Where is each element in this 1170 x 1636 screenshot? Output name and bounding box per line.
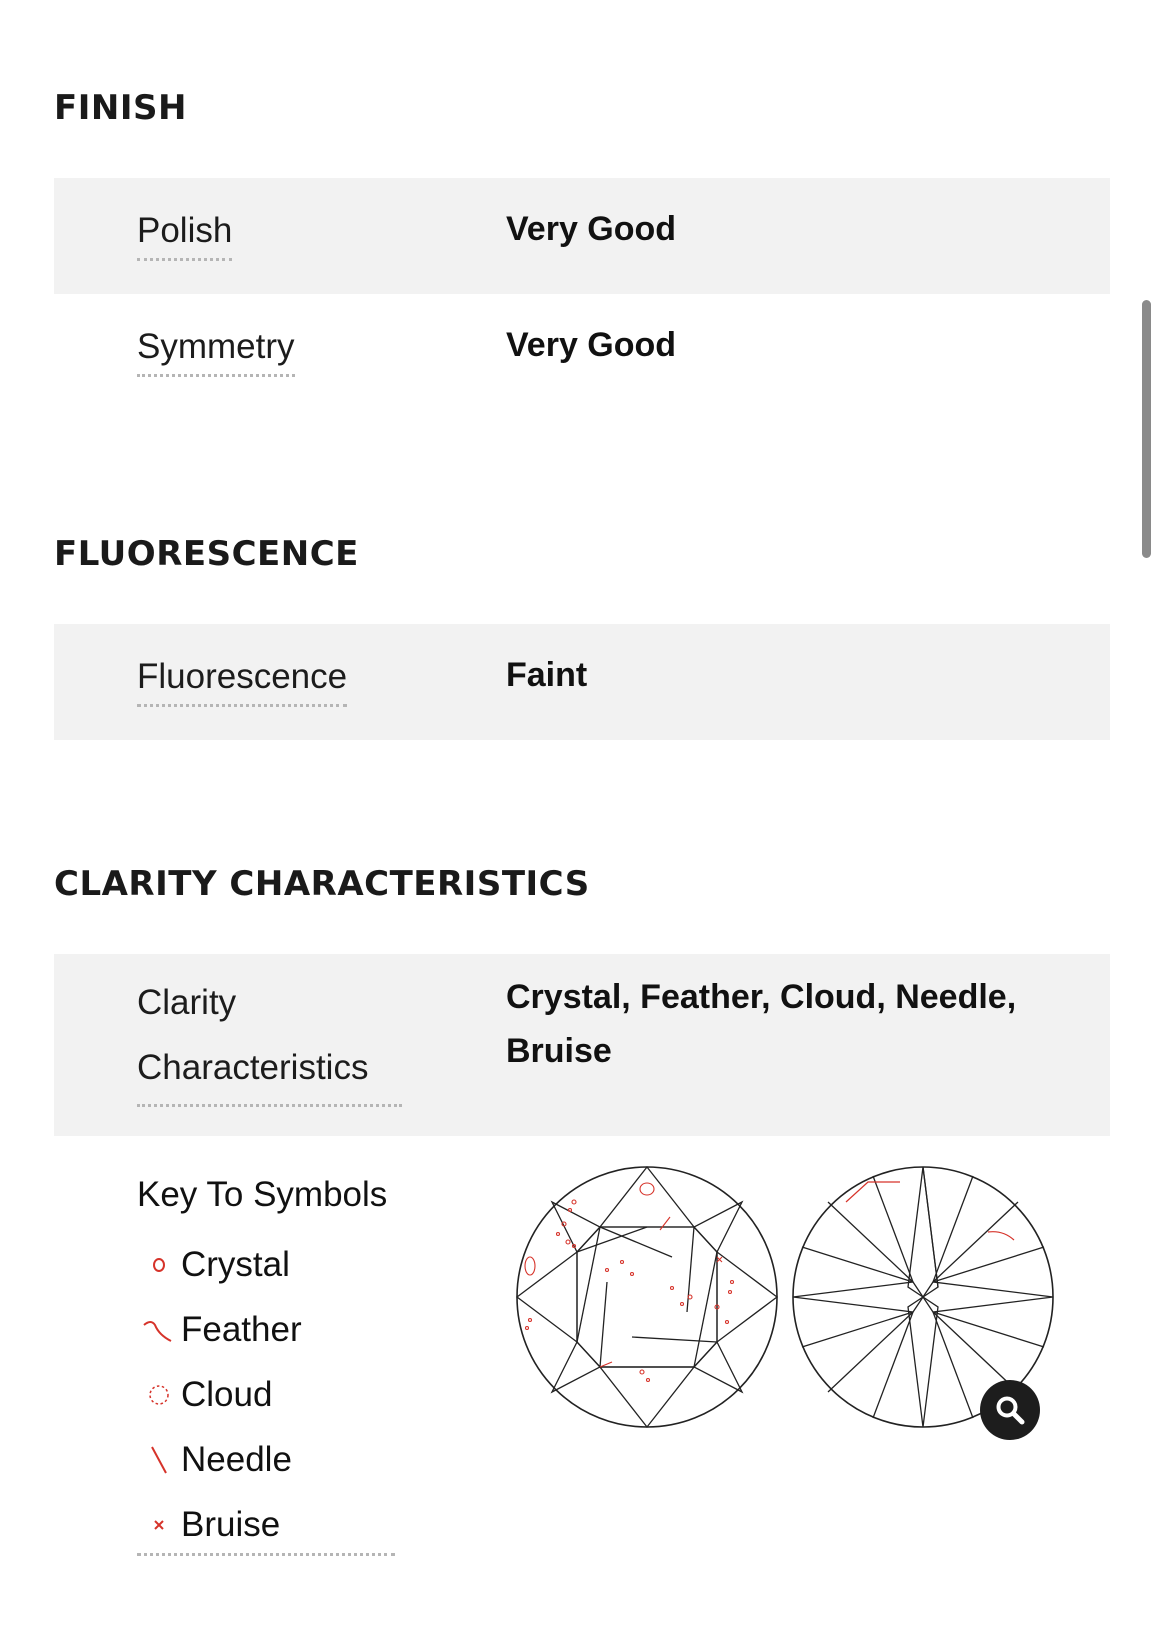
key-label-bruise: Bruise — [181, 1504, 281, 1544]
key-label-feather: Feather — [181, 1309, 302, 1349]
key-to-symbols — [137, 1170, 395, 1557]
symmetry-row — [54, 294, 1110, 410]
key-item-cloud — [137, 1362, 395, 1427]
symmetry-value: Very Good — [506, 326, 677, 364]
key-label-needle: Needle — [181, 1439, 292, 1479]
zoom-button[interactable] — [980, 1380, 1040, 1440]
key-item-bruise — [137, 1492, 395, 1557]
fluorescence-heading: FLUORESCENCE — [54, 534, 359, 574]
fluorescence-row — [54, 624, 1110, 740]
clarity-row — [54, 954, 1110, 1136]
clarity-value-line2: Bruise — [506, 1032, 612, 1070]
key-item-feather — [137, 1297, 395, 1362]
bruise-icon — [137, 1517, 181, 1533]
clarity-value-line1: Crystal, Feather, Cloud, Needle, — [506, 978, 1017, 1016]
symmetry-label[interactable]: Symmetry — [137, 324, 295, 377]
clarity-label-line1: Clarity — [137, 983, 237, 1022]
clarity-label-line2: Characteristics — [137, 1048, 369, 1087]
scrollbar-thumb[interactable] — [1142, 300, 1151, 558]
cloud-icon — [137, 1382, 181, 1408]
fluorescence-label[interactable]: Fluorescence — [137, 654, 347, 707]
key-underline — [137, 1553, 395, 1556]
clarity-heading: CLARITY CHARACTERISTICS — [54, 864, 590, 904]
feather-icon — [137, 1315, 181, 1345]
magnifier-icon — [993, 1393, 1027, 1427]
fluorescence-value: Faint — [506, 656, 588, 694]
diamond-crown-diagram[interactable] — [512, 1162, 782, 1432]
polish-value: Very Good — [506, 210, 677, 248]
needle-icon — [137, 1443, 181, 1477]
clarity-label[interactable] — [137, 970, 402, 1107]
key-item-crystal — [137, 1232, 395, 1297]
polish-label[interactable]: Polish — [137, 208, 232, 261]
crystal-icon — [137, 1255, 181, 1275]
key-title: Key To Symbols — [137, 1175, 388, 1214]
finish-heading: FINISH — [54, 88, 187, 128]
polish-row — [54, 178, 1110, 294]
key-label-cloud: Cloud — [181, 1374, 273, 1414]
key-label-crystal: Crystal — [181, 1244, 290, 1284]
clarity-value — [506, 970, 1016, 1078]
key-item-needle — [137, 1427, 395, 1492]
